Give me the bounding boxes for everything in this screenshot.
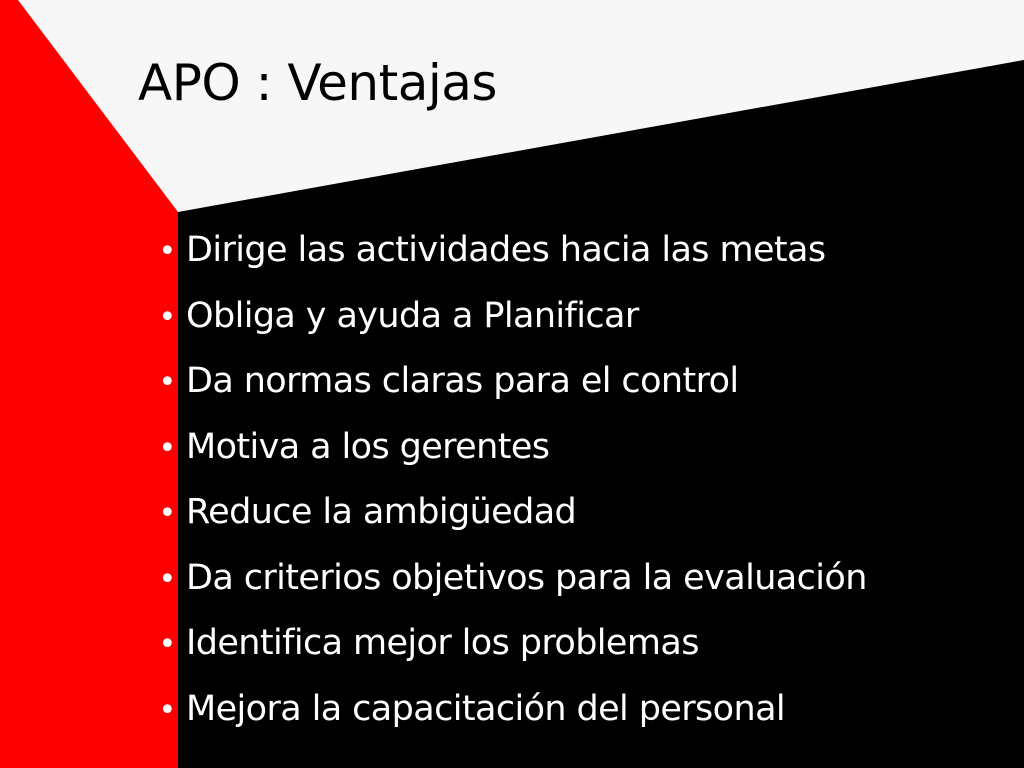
bullet-text: Mejora la capacitación del personal [186,688,786,729]
bullet-text: Reduce la ambigüedad [186,492,577,532]
list-item [148,482,867,548]
bullet-text: Motiva a los gerentes [186,426,550,467]
list-item [148,548,867,614]
bullet-text: Da normas claras para el control [186,361,739,401]
list-item [148,286,867,352]
list-item [148,417,867,483]
bullet-icon: • [158,365,176,400]
bullet-icon: • [158,430,176,466]
list-item [148,351,867,417]
bullet-text: Identifica mejor los problemas [186,623,699,663]
bullet-icon: • [158,299,176,335]
slide-title: APO : Ventajas [138,54,497,112]
list-item [148,679,867,745]
list-item [148,220,867,286]
bullet-icon: • [158,496,176,531]
bullet-icon: • [158,561,176,597]
bullet-list [148,220,867,744]
bullet-icon: • [158,692,176,728]
bullet-icon: • [158,627,176,662]
bullet-text: Obliga y ayuda a Planificar [186,295,639,336]
bullet-text: Da criterios objetivos para la evaluación [186,557,867,598]
bullet-text: Dirige las actividades hacia las metas [186,230,826,270]
bullet-icon: • [158,234,176,269]
list-item [148,613,867,679]
